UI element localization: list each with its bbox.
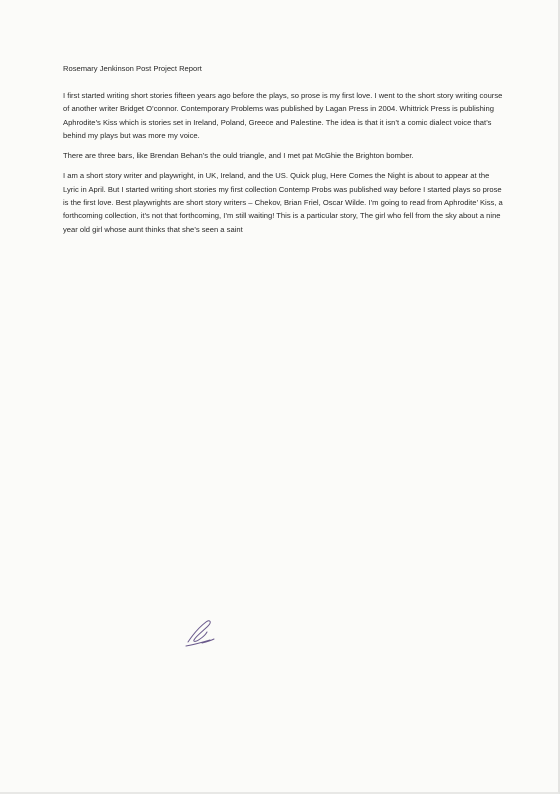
paragraph-2: There are three bars, like Brendan Behan’s the ould triangle, and I met pat McGhie the Brighton bomber. [63, 151, 414, 161]
handwritten-signature [176, 616, 222, 650]
document-title: Rosemary Jenkinson Post Project Report [63, 64, 202, 73]
document-body [63, 62, 503, 243]
paragraph-3: I am a short story writer and playwright, in UK, Ireland, and the US. Quick plug, Here Comes the Night is about to appear at the Lyric in April. But I started writing short stories my first collection Contemp Probs was published way before I started plays so prose is the first love. Best playwrights are short story writers – Chekov, Brian Friel, Oscar Wilde. I’m going to read from Aphrodite’ Kiss, a forthcoming collection, it’s not that forthcoming, I’m still waiting! This is a particular story, The girl who fell from the sky about a nine year old girl whose aunt thinks that she’s seen a saint [63, 171, 503, 234]
paragraph-1: I first started writing short stories fifteen years ago before the plays, so prose is my first love. I went to the short story writing course of another writer Bridget O’connor. Contemporary Problems was published by Lagan Press in 2004. Whittrick Press is publishing Aphrodite’s Kiss which is stories set in Ireland, Poland, Greece and Palestine. The idea is that it isn’t a comic dialect voice that’s behind my plays but was more my voice. [63, 91, 503, 140]
